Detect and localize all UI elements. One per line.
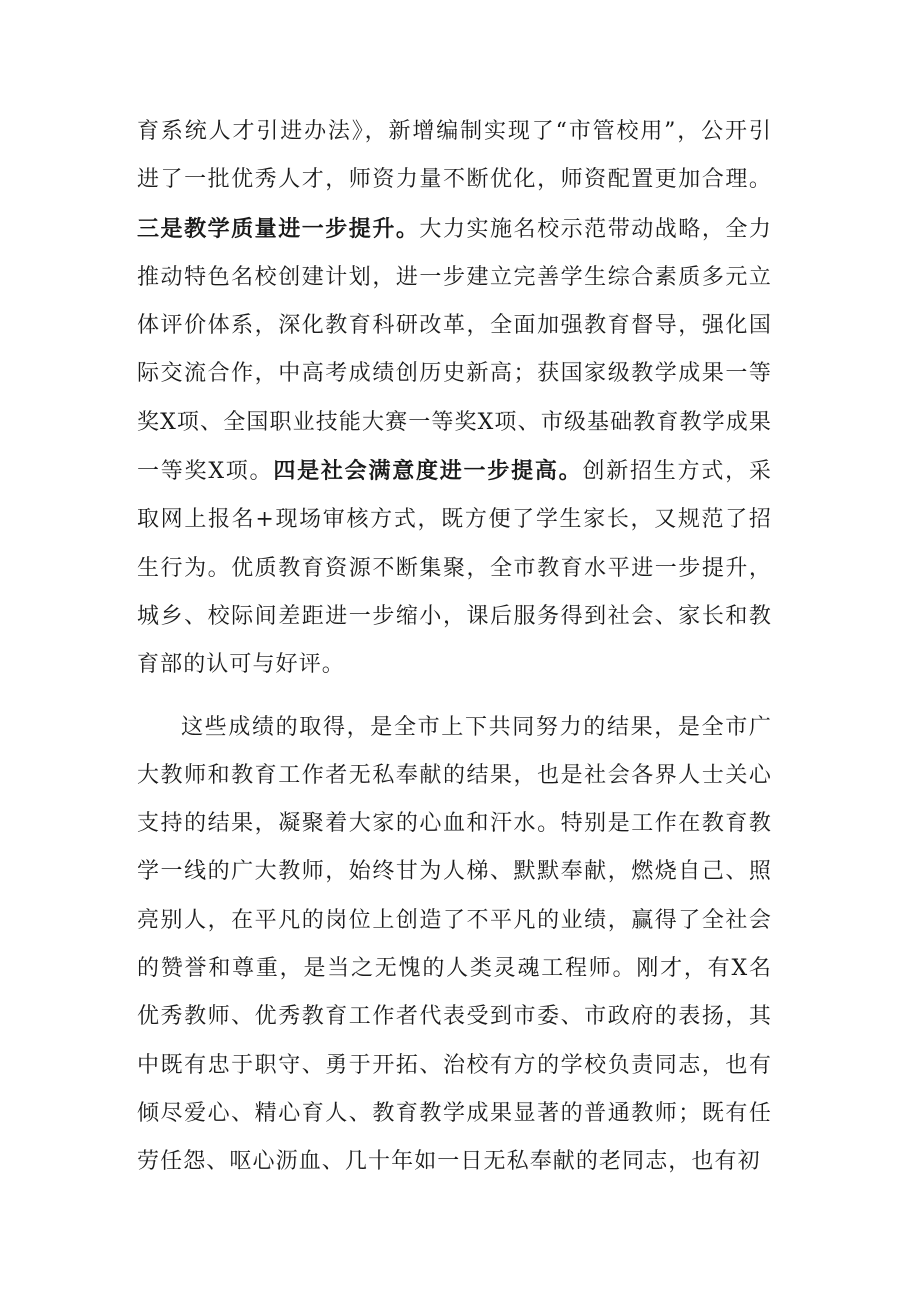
text-segment: 大力实施名校示范带动战略，全力推动特色名校创建计划，进一步建立完善学生综合素质多元立体评价体系，深化教育科研改革，全面加强教育督导，强化国际交流合作，中高考成绩创历史新高；获国家级教学成果一等奖X项、全国职业技能大赛一等奖X项、市级基础教育教学成果一等奖X项。 — [137, 216, 772, 485]
heading-social-satisfaction: 四是社会满意度进一步提高。 — [273, 458, 583, 485]
text-segment: 这些成绩的取得，是全市上下共同努力的结果，是全市广大教师和教育工作者无私奉献的结果，也是社会各界人士关心支持的结果，凝聚着大家的心血和汗水。特别是工作在教育教学一线的广大教师，始终甘为人梯、默默奉献，燃烧自己、照亮别人，在平凡的岗位上创造了不平凡的业绩，赢得了全社会的赞誉和尊重，是当之无愧的人类灵魂工程师。刚才，有X名优秀教师、优秀教育工作者代表受到市委、市政府的表扬，其中既有忠于职守、勇于开拓、治校有方的学校负责同志，也有倾尽爱心、精心育人、教育教学成果显著的普通教师；既有任劳任怨、呕心沥血、几十年如一日无私奉献的老同志，也有初 — [137, 714, 772, 1175]
text-segment: 创新招生方式，采取网上报名+现场审核方式，既方便了学生家长，又规范了招生行为。优质教育资源不断集聚，全市教育水平进一步提升，城乡、校际间差距进一步缩小，课后服务得到社会、家长和教育部的认可与好评。 — [137, 459, 772, 678]
paragraph-achievements — [137, 108, 772, 690]
heading-teaching-quality: 三是教学质量进一步提升。 — [137, 215, 420, 242]
document-body — [137, 108, 772, 1187]
text-segment: 育系统人才引进办法》，新增编制实现了“市管校用”，公开引进了一批优秀人才，师资力量不断优化，师资配置更加合理。 — [137, 119, 772, 193]
paragraph-acknowledgement — [137, 704, 772, 1187]
